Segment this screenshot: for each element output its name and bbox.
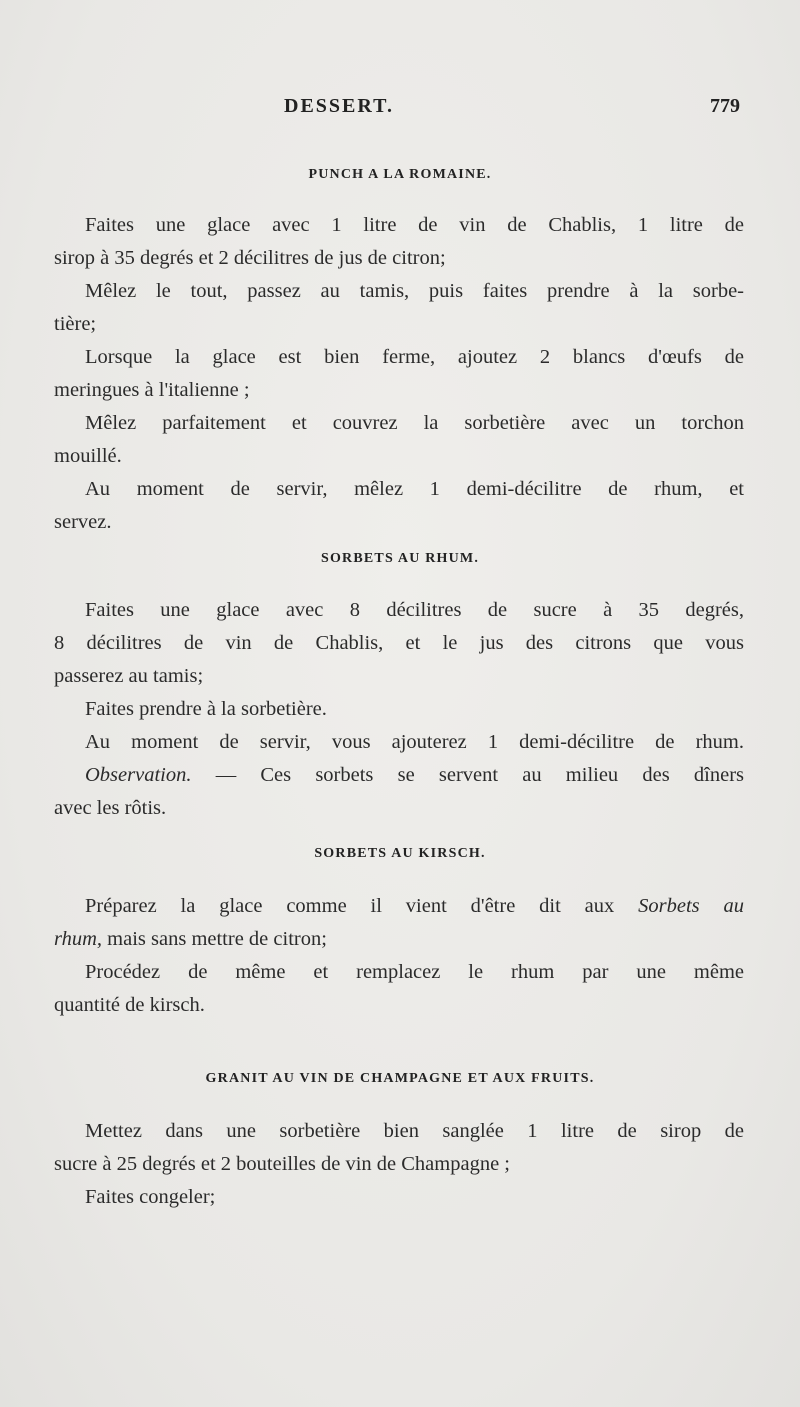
text-line: Faites congeler; bbox=[85, 1186, 216, 1208]
text-line: meringues à l'italienne ; bbox=[54, 379, 250, 401]
recipe-body-sorbets-kirsch bbox=[54, 890, 744, 1022]
text-line: Mêlez le tout, passez au tamis, puis faites prendre à la sorbe- bbox=[85, 280, 744, 302]
text-line: Au moment de servir, mêlez 1 demi-décilitre de rhum, et bbox=[85, 478, 744, 500]
text-line: mouillé. bbox=[54, 445, 122, 467]
recipe-body-granit bbox=[54, 1115, 744, 1214]
text-fragment: Préparez la glace comme il vient d'être dit aux bbox=[85, 895, 615, 917]
text-line: sucre à 25 degrés et 2 bouteilles de vin de Champagne ; bbox=[54, 1153, 510, 1175]
text-line: Mettez dans une sorbetière bien sanglée 1 litre de sirop de bbox=[85, 1120, 744, 1142]
text-line: quantité de kirsch. bbox=[54, 994, 205, 1016]
recipe-body-sorbets-rhum bbox=[54, 594, 744, 825]
text-line: Faites prendre à la sorbetière. bbox=[85, 698, 327, 720]
running-head: DESSERT. bbox=[284, 95, 394, 117]
text-line: passerez au tamis; bbox=[54, 665, 204, 687]
page-number: 779 bbox=[710, 95, 740, 117]
text-line bbox=[54, 890, 744, 923]
recipe-title-punch: PUNCH A LA ROMAINE. bbox=[308, 167, 492, 182]
text-line: tière; bbox=[54, 313, 97, 335]
recipe-title-granit: GRANIT AU VIN DE CHAMPAGNE ET AUX FRUITS. bbox=[205, 1071, 595, 1086]
cross-reference-cont: rhum, bbox=[54, 928, 103, 950]
text-line: Faites une glace avec 1 litre de vin de Chablis, 1 litre de bbox=[85, 214, 744, 236]
text-line: Au moment de servir, vous ajouterez 1 demi-décilitre de rhum. bbox=[85, 731, 744, 753]
text-line bbox=[54, 759, 744, 792]
recipe-title-sorbets-kirsch: SORBETS AU KIRSCH. bbox=[314, 846, 486, 861]
text-line: sirop à 35 degrés et 2 décilitres de jus de citron; bbox=[54, 247, 446, 269]
observation-label: Observation. bbox=[85, 764, 192, 786]
text-line: servez. bbox=[54, 511, 112, 533]
text-line: Lorsque la glace est bien ferme, ajoutez 2 blancs d'œufs de bbox=[85, 346, 744, 368]
text-fragment: — Ces sorbets se servent au milieu des dîners bbox=[215, 764, 744, 786]
recipe-title-sorbets-rhum: SORBETS AU RHUM. bbox=[320, 551, 480, 566]
text-line: 8 décilitres de vin de Chablis, et le jus des citrons que vous bbox=[54, 632, 744, 654]
text-line: Procédez de même et remplacez le rhum par une même bbox=[85, 961, 744, 983]
cross-reference: Sorbets au bbox=[638, 895, 745, 917]
text-line bbox=[54, 923, 744, 956]
text-line: Mêlez parfaitement et couvrez la sorbetière avec un torchon bbox=[85, 412, 744, 434]
text-line: avec les rôtis. bbox=[54, 797, 167, 819]
recipe-body-punch bbox=[54, 209, 744, 539]
text-fragment: mais sans mettre de citron; bbox=[107, 928, 327, 950]
page-header bbox=[0, 95, 800, 125]
text-line: Faites une glace avec 8 décilitres de sucre à 35 degrés, bbox=[85, 599, 744, 621]
